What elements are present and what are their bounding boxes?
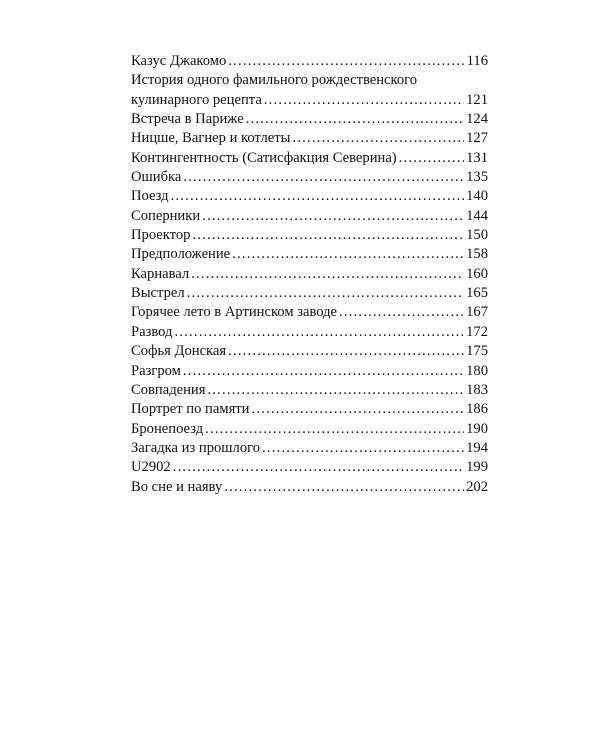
toc-page-number: 127 [466,130,488,147]
toc-entry-line [131,187,488,206]
toc-dot-leader [183,168,464,187]
toc-entry [131,420,488,439]
toc-dot-leader [228,52,464,71]
toc-entry-title: U2902 [131,459,171,476]
toc-entry [131,478,488,497]
toc-page-number: 144 [466,207,488,224]
toc-entry [131,245,488,264]
toc-entry [131,284,488,303]
toc-dot-leader [264,91,464,110]
toc-page-number: 116 [466,53,488,69]
toc-entry [131,458,488,477]
toc-dot-leader [262,439,464,458]
toc-entry-title: Проектор [131,227,191,244]
toc-dot-leader [205,420,464,439]
toc-entry [131,362,488,381]
toc-entry-line [131,168,488,187]
toc-page-number: 131 [466,149,488,166]
toc-page-number: 183 [466,381,488,398]
toc-entry-title: кулинарного рецепта [131,91,262,108]
toc-dot-leader [202,207,464,226]
toc-entry-line [131,458,488,477]
toc-page-number: 175 [466,343,488,360]
toc-entry-title: Бронепоезд [131,420,204,437]
toc-entry-title: Выстрел [131,285,185,302]
toc-entry-title: Предположение [131,246,231,263]
toc-page-number: 121 [466,91,488,108]
toc-entry-line [131,110,488,129]
toc-entry-title: Портрет по памяти [131,401,250,418]
toc-entry-title: Ошибка [131,169,182,186]
toc-page-number: 199 [466,459,488,476]
toc-dot-leader [191,265,464,284]
toc-page-number: 140 [466,188,488,205]
toc-dot-leader [173,458,464,477]
toc-entry-title: Загадка из прошлого [131,439,261,456]
toc-entry-line [131,265,488,284]
toc-entry-title: Ницше, Вагнер и котлеты [131,130,291,147]
toc-entry [131,400,488,419]
toc-entry-title: Во сне и наяву [131,478,223,495]
toc-entry [131,342,488,361]
toc-dot-leader [339,303,464,322]
toc-entry-line [131,71,488,90]
toc-dot-leader [292,129,464,148]
toc-dot-leader [171,187,465,206]
toc-entry-line [131,362,488,381]
toc-entry-line [131,478,488,497]
toc-page-number: 150 [466,227,488,244]
toc-entry-line [131,129,488,148]
toc-page-number: 124 [466,111,488,128]
toc-entry-line [131,284,488,303]
toc-entry-title: Разгром [131,362,181,379]
toc-entry [131,129,488,148]
toc-dot-leader [187,284,464,303]
toc-entry [131,381,488,400]
toc-dot-leader [251,400,464,419]
toc-entry [131,149,488,168]
toc-entry-title: Карнавал [131,265,190,282]
toc-page-number: 202 [466,478,488,495]
toc-entry [131,207,488,226]
toc-entry-line [131,400,488,419]
toc-entry-line [131,381,488,400]
toc-entry-line [131,149,488,168]
toc-dot-leader [207,381,464,400]
toc-entry-line [131,323,488,342]
toc-entry [131,110,488,129]
toc-entry [131,187,488,206]
toc-entry [131,71,488,110]
toc-page-number: 158 [466,246,488,263]
toc-entry-title: Казус Джакомо [131,53,227,69]
toc-entry-line [131,303,488,322]
toc-entry [131,439,488,458]
toc-page-number: 186 [466,401,488,418]
toc-dot-leader [232,245,464,264]
toc-dot-leader [228,342,464,361]
toc-entry-title: Поезд [131,188,169,205]
toc-entry [131,303,488,322]
toc-page-number: 190 [466,420,488,437]
toc-entry [131,323,488,342]
toc-entry [131,226,488,245]
toc-entry-line [131,420,488,439]
toc-entry-line [131,245,488,264]
toc-entry-title: Развод [131,323,173,340]
toc-entry-title: Совпадения [131,381,206,398]
toc-entry-title: История одного фамильного рождественского [131,72,418,89]
toc-entry [131,52,488,71]
toc-page-number: 135 [466,169,488,186]
toc-entry [131,265,488,284]
table-of-contents [131,52,488,497]
toc-dot-leader [174,323,464,342]
toc-page-number: 167 [466,304,488,321]
toc-entry-title: Встреча в Париже [131,111,244,128]
toc-page-number: 165 [466,285,488,302]
toc-dot-leader [224,478,464,497]
toc-entry-line [131,342,488,361]
toc-page-number: 180 [466,362,488,379]
toc-page-number: 194 [466,439,488,456]
toc-page-number: 160 [466,265,488,282]
toc-dot-leader [183,362,464,381]
toc-entry-line [131,226,488,245]
toc-entry [131,168,488,187]
toc-entry-title: Контингентность (Сатисфакция Северина) [131,149,397,166]
toc-page-number: 172 [466,323,488,340]
toc-dot-leader [246,110,464,129]
toc-entry-line [131,439,488,458]
toc-entry-line [131,207,488,226]
toc-entry-line [131,52,488,71]
toc-dot-leader [192,226,464,245]
toc-entry-line [131,91,488,110]
toc-entry-title: Соперники [131,207,201,224]
toc-entry-title: Софья Донская [131,343,227,360]
toc-dot-leader [399,149,464,168]
toc-entry-title: Горячее лето в Артинском заводе [131,304,338,321]
